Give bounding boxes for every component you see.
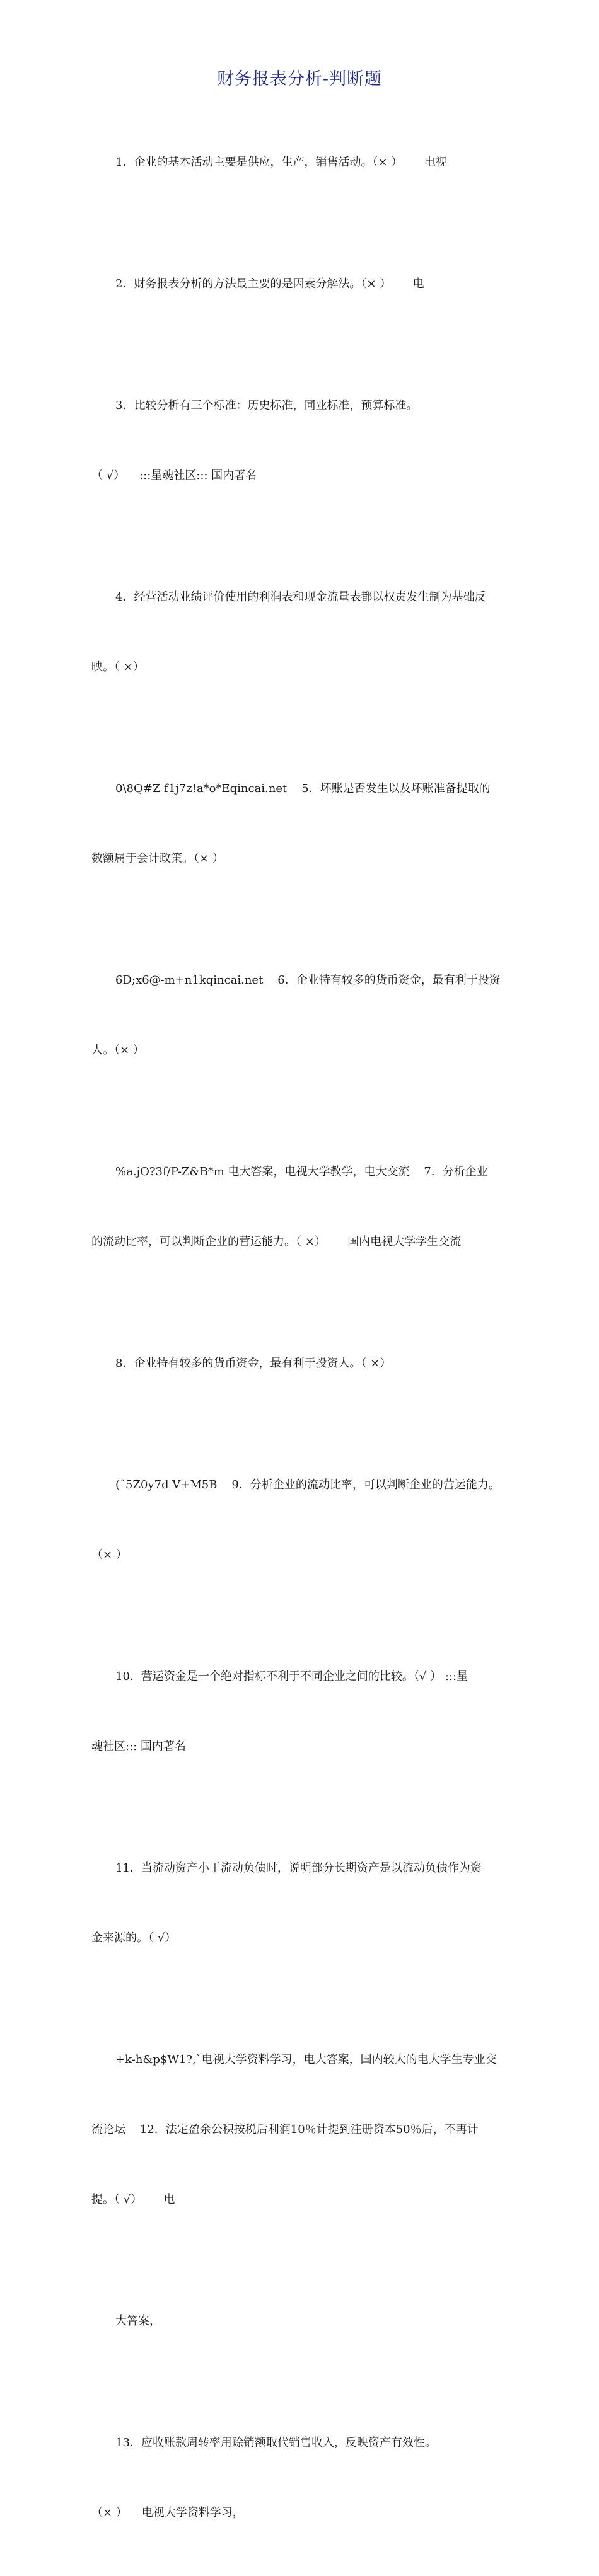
paragraph-line: 6D;x6@-m+n1kqincai.net 6．企业特有较多的货币资金，最有利于投资 <box>115 974 501 987</box>
paragraph-line: 3．比较分析有三个标准：历史标准，同业标准，预算标准。 <box>115 399 418 412</box>
question-paragraph <box>91 1618 509 1805</box>
question-paragraph <box>91 539 509 725</box>
paragraph-line: 魂社区::: 国内著名 <box>91 1740 186 1753</box>
paragraph-line: 的流动比率，可以判断企业的营运能力。（ ×） 国内电视大学学生交流 <box>91 1235 462 1248</box>
question-paragraph <box>91 922 509 1108</box>
paragraph-line: 2．财务报表分析的方法最主要的是因素分解法。（× ） 电 <box>115 277 424 290</box>
paragraph-line: 人。（× ） <box>91 1044 144 1057</box>
paragraph-line: 8．企业特有较多的货币资金，最有利于投资人。（ ×） <box>115 1357 392 1370</box>
paragraph-line: 金来源的。（ √） <box>91 1931 177 1945</box>
question-paragraph <box>91 347 509 534</box>
paragraph-line: 13．应收账款周转率用赊销额取代销售收入，反映资产有效性。 <box>115 2436 436 2449</box>
question-paragraph <box>91 104 509 221</box>
paragraph-line: （ √） :::星魂社区::: 国内著名 <box>91 469 257 482</box>
paragraph-line: 11．当流动资产小于流动负债时，说明部分长期资产是以流动负债作为资 <box>115 1861 482 1875</box>
question-paragraph <box>91 1305 509 1422</box>
question-paragraph <box>91 1810 509 1996</box>
paragraph-line: 映。（ ×） <box>91 660 144 674</box>
question-paragraph <box>91 2001 509 2258</box>
question-paragraph <box>91 1113 509 1300</box>
paragraph-line: 数额属于会计政策。（× ） <box>91 852 224 865</box>
paragraph-line: 流论坛 12．法定盈余公积按税后利润10％计提到注册资本50％后，不再计 <box>91 2123 479 2136</box>
question-paragraph <box>91 730 509 917</box>
document-body <box>91 104 509 2576</box>
question-paragraph <box>91 2263 509 2379</box>
paragraph-line: （× ） 电视大学资料学习， <box>91 2506 244 2519</box>
paragraph-line: 大答案， <box>115 2314 161 2328</box>
paragraph-line: %a.jO?3f/P-Z&B*m 电大答案，电视大学教学，电大交流 7．分析企业 <box>115 1165 488 1178</box>
paragraph-line: （× ） <box>91 1548 127 1561</box>
paragraph-line: 10．营运资金是一个绝对指标不利于不同企业之间的比较。（√ ） :::星 <box>115 1670 468 1683</box>
document-title: 财务报表分析-判断题 <box>216 69 383 89</box>
question-paragraph <box>91 226 509 342</box>
paragraph-line: 提。（ √） 电 <box>91 2193 175 2206</box>
question-paragraph <box>91 1427 509 1613</box>
question-paragraph <box>91 2384 509 2571</box>
paragraph-line: 1．企业的基本活动主要是供应，生产，销售活动。（× ） 电视 <box>115 156 447 169</box>
paragraph-line: +k-h&p$W1?,`电视大学资料学习，电大答案，国内较大的电大学生专业交 <box>115 2053 497 2066</box>
paragraph-line: 4．经营活动业绩评价使用的利润表和现金流量表都以权责发生制为基础反 <box>115 590 486 604</box>
paragraph-line: 0\8Q#Z f1j7z!a*o*Eqincai.net 5．坏账是否发生以及坏账准备提取的 <box>115 782 491 795</box>
paragraph-line: (ˆ5Z0y7d V+M5B 9．分析企业的流动比率，可以判断企业的营运能力。 <box>115 1478 500 1492</box>
